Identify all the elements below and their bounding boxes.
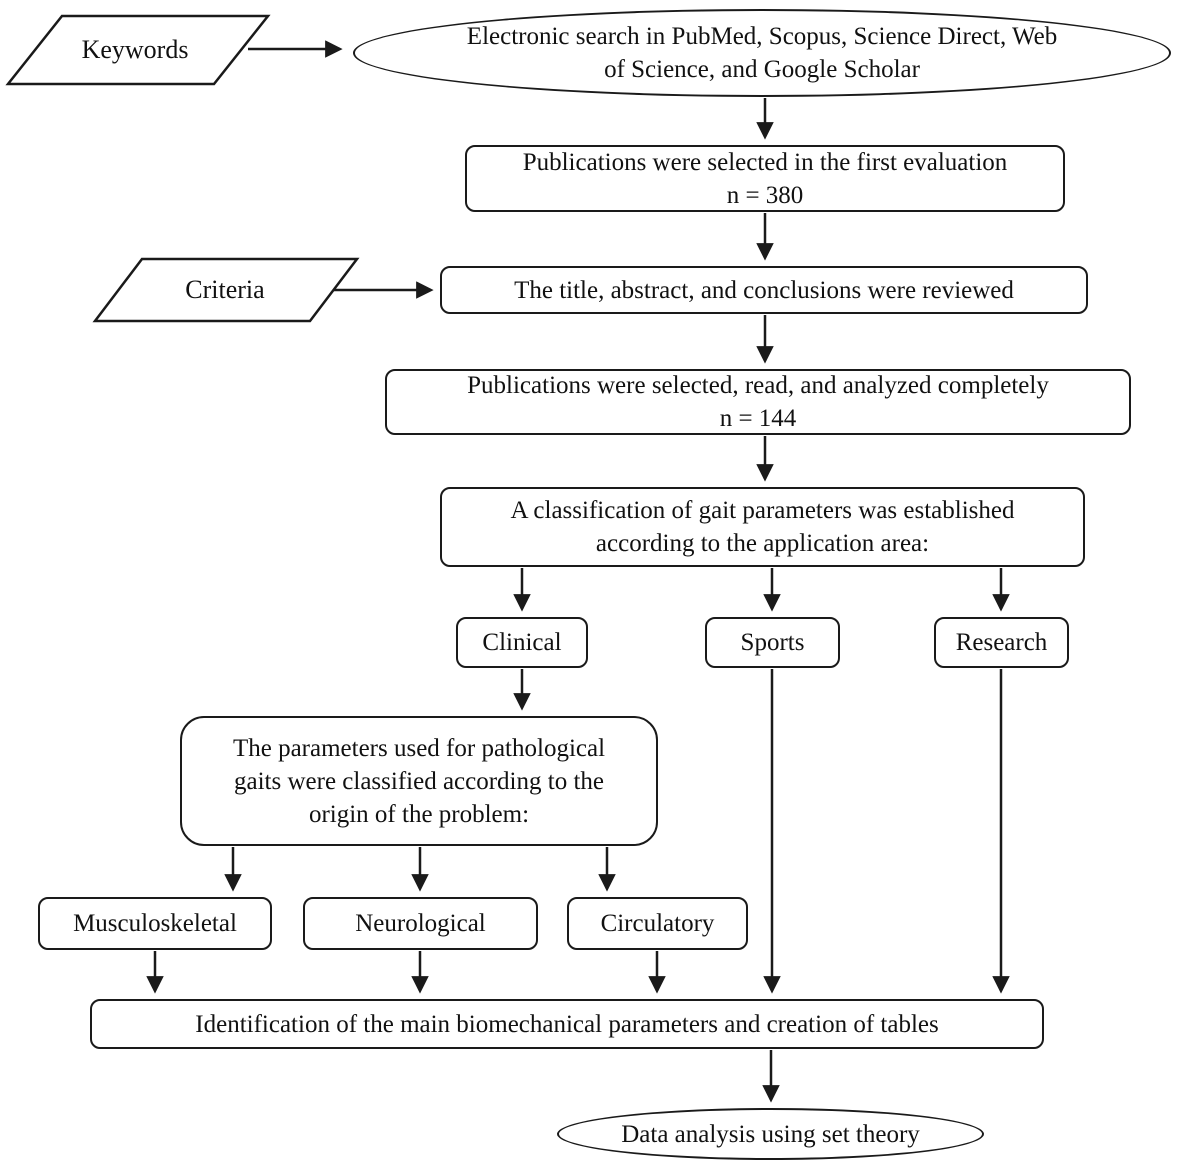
classification-label-line1: A classification of gait parameters was established xyxy=(510,497,1015,524)
circulatory-label: Circulatory xyxy=(600,910,715,937)
pathological-label-line1: The parameters used for pathological xyxy=(232,734,606,762)
research-label: Research xyxy=(955,629,1048,656)
research-node xyxy=(934,617,1069,668)
set-theory-label: Data analysis using set theory xyxy=(621,1120,920,1148)
full-analysis-label: Publications were selected, read, and analyzed completely xyxy=(467,372,1049,399)
identification-label: Identification of the main biomechanical parameters and creation of tables xyxy=(195,1010,939,1038)
search-label-line2: of Science, and Google Scholar xyxy=(604,56,920,83)
sports-label: Sports xyxy=(740,629,805,656)
full-analysis-node xyxy=(385,369,1131,435)
criteria-label: Criteria xyxy=(185,275,265,304)
neurological-label: Neurological xyxy=(355,910,486,937)
identification-node xyxy=(90,999,1044,1049)
full-analysis-count: n = 144 xyxy=(719,405,797,432)
pathological-label-line3: origin of the problem: xyxy=(308,800,530,828)
classification-node xyxy=(440,487,1085,567)
clinical-node xyxy=(456,617,588,668)
circulatory-node xyxy=(567,897,748,950)
first-evaluation-label: Publications were selected in the first evaluation xyxy=(522,148,1008,176)
musculoskeletal-label: Musculoskeletal xyxy=(73,910,237,937)
review-node xyxy=(440,266,1088,314)
pathological-node xyxy=(180,716,658,846)
first-evaluation-node xyxy=(465,145,1065,212)
neurological-node xyxy=(303,897,538,950)
first-evaluation-count: n = 380 xyxy=(726,181,804,209)
clinical-label: Clinical xyxy=(482,629,562,656)
criteria-node xyxy=(120,259,330,321)
keywords-label: Keywords xyxy=(81,35,189,64)
musculoskeletal-node xyxy=(38,897,272,950)
sports-node xyxy=(705,617,840,668)
search-label-line1: Electronic search in PubMed, Scopus, Science Direct, Web xyxy=(466,23,1058,50)
search-node xyxy=(353,9,1171,97)
pathological-label-line2: gaits were classified according to the xyxy=(234,767,604,795)
keywords-node xyxy=(30,16,240,84)
classification-label-line2: according to the application area: xyxy=(595,530,930,557)
review-label: The title, abstract, and conclusions were reviewed xyxy=(514,276,1014,304)
set-theory-node xyxy=(557,1108,984,1160)
